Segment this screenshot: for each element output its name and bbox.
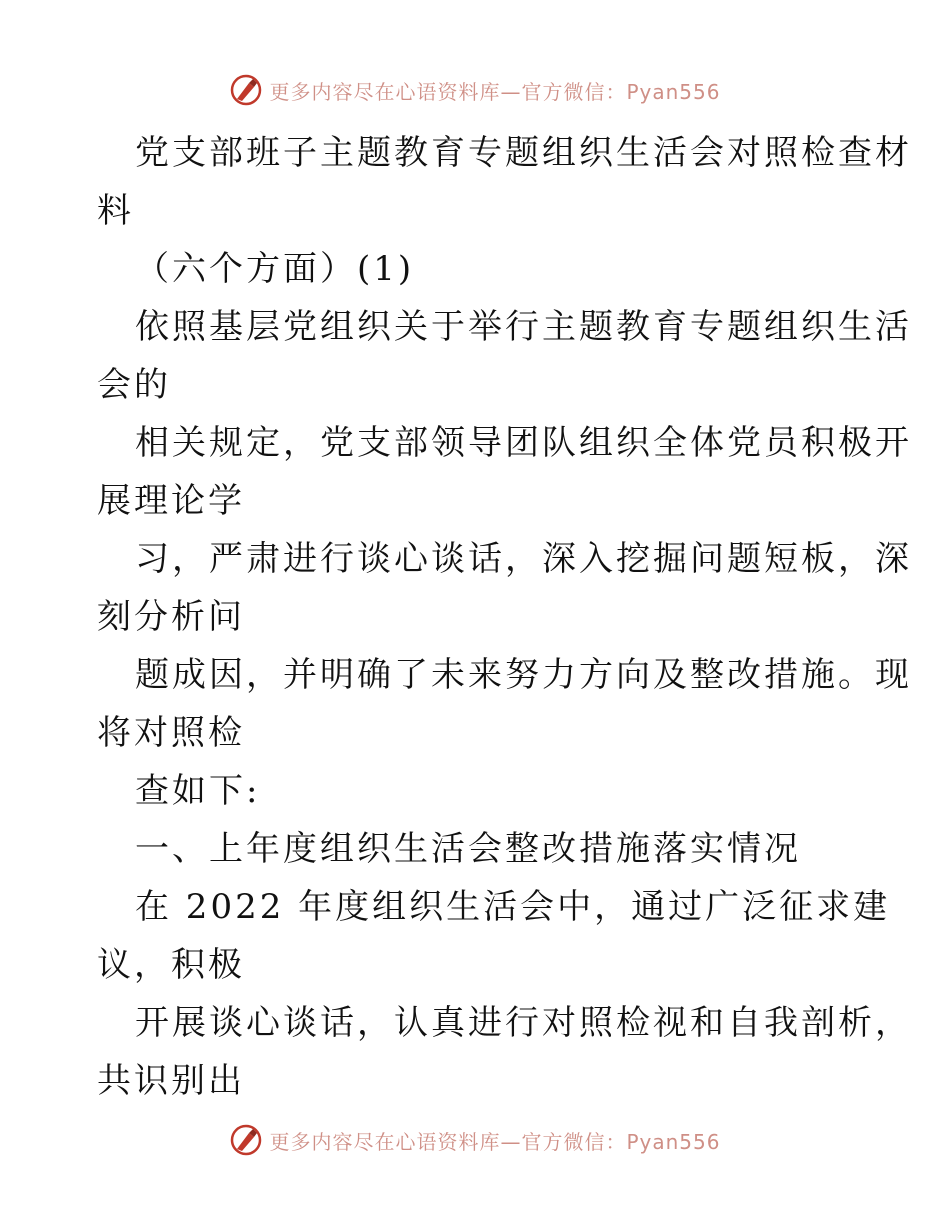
text-line: 在 2022 年度组织生活会中，通过广泛征求建 <box>135 887 891 927</box>
text-line: 展理论学 <box>97 481 245 521</box>
text-line: 共识别出 <box>97 1061 245 1101</box>
watermark-text: 更多内容尽在心语资料库—官方微信：Pyan556 <box>269 79 721 104</box>
subtitle-line: （六个方面）(1) <box>135 249 415 289</box>
text-line: 会的 <box>97 365 171 405</box>
text-line: 相关规定，党支部领导团队组织全体党员积极开 <box>135 423 912 463</box>
text-line: 议，积极 <box>97 945 245 985</box>
text-line: 查如下: <box>135 771 261 811</box>
pen-logo-icon <box>229 73 263 107</box>
text-line: 习，严肃进行谈心谈话，深入挖掘问题短板，深 <box>135 539 912 579</box>
text-line: 依照基层党组织关于举行主题教育专题组织生活 <box>135 307 912 347</box>
text-line: 开展谈心谈话，认真进行对照检视和自我剖析， <box>135 1003 912 1043</box>
title-line-1: 党支部班子主题教育专题组织生活会对照检查材 <box>135 133 912 173</box>
text-line: 刻分析问 <box>97 597 245 637</box>
title-line-2: 料 <box>97 191 134 231</box>
section-heading: 一、上年度组织生活会整改措施落实情况 <box>135 829 801 869</box>
text-line: 题成因，并明确了未来努力方向及整改措施。现 <box>135 655 912 695</box>
watermark-text: 更多内容尽在心语资料库—官方微信：Pyan556 <box>269 1129 721 1154</box>
pen-logo-icon <box>229 1123 263 1157</box>
watermark-footer <box>0 1120 950 1160</box>
document-body <box>97 124 912 1110</box>
text-line: 将对照检 <box>97 713 245 753</box>
watermark-header <box>0 70 950 110</box>
